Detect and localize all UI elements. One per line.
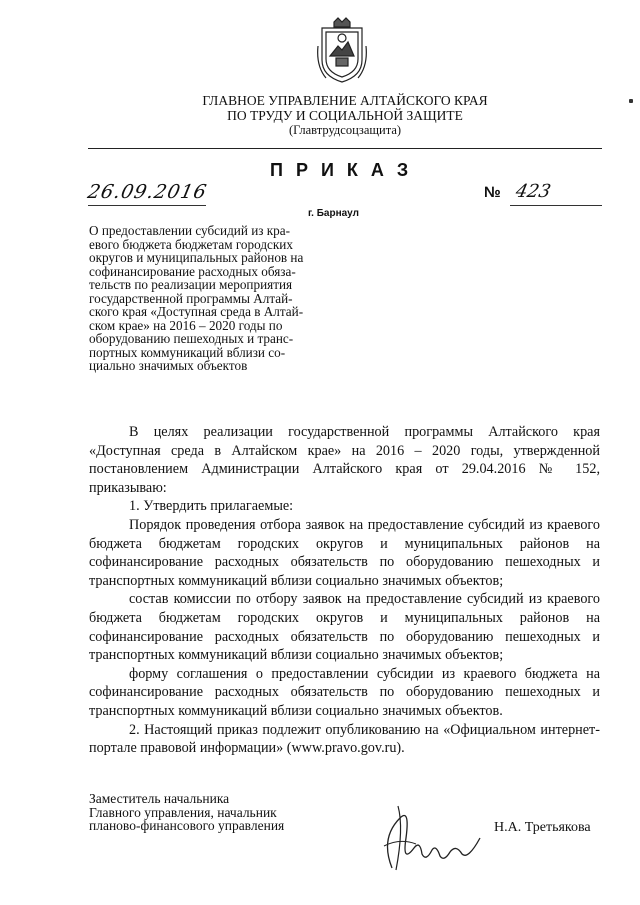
subject-line: ского края «Доступная среда в Алтай- xyxy=(89,304,304,319)
position-line: Главного управления, начальник xyxy=(89,804,277,820)
signatory-name: Н.А. Третьякова xyxy=(494,820,591,835)
order-city: г. Барнаул xyxy=(308,208,359,219)
number-underline xyxy=(510,205,602,206)
org-name-line1: ГЛАВНОЕ УПРАВЛЕНИЕ АЛТАЙСКОГО КРАЯ xyxy=(202,93,488,108)
date-underline xyxy=(88,205,206,206)
margin-mark xyxy=(629,99,633,103)
order-subject xyxy=(89,224,341,373)
body-paragraph-commission: состав комиссии по отбору заявок на предоставление субсидий из краевого бюджета бюджетам городских округов и муниципальных районов на софинансирование расходных обязательств по оборудованию пешеходных и транспортных коммуникаций вблизи социально значимых объектов; xyxy=(89,591,600,664)
body-paragraph-agreement: форму соглашения о предоставлении субсидии из краевого бюджета на софинансирование расходных обязательств по оборудованию пешеходных и транспортных коммуникаций вблизи социально значимых объектов. xyxy=(89,665,600,719)
subject-line: евого бюджета бюджетам городских xyxy=(89,236,293,252)
header-divider xyxy=(88,148,602,149)
subject-line: портных коммуникаций вблизи со- xyxy=(89,344,286,360)
body-paragraph-procedure: Порядок проведения отбора заявок на предоставление субсидий из краевого бюджета бюджетам городских округов и муниципальных районов на софинансирование расходных обязательств по оборудованию пешеходных и транспортных коммуникаций вблизи социально значимых объектов; xyxy=(89,516,600,589)
subject-line: софинансирование расходных обяза- xyxy=(89,263,296,279)
position-line: Заместитель начальника xyxy=(89,791,230,806)
subject-line: циально значимых объектов xyxy=(89,358,248,373)
body-paragraph-item2: 2. Настоящий приказ подлежит опубликованию на «Официальном интернет-портале правовой информации» (www.pravo.gov.ru). xyxy=(89,721,600,757)
signatory-position xyxy=(89,792,284,833)
order-date-handwritten: 26.09.2016 xyxy=(85,181,210,203)
subject-line: тельств по реализации мероприятия xyxy=(89,277,293,292)
subject-line: ском крае» на 2016 – 2020 годы по xyxy=(89,317,283,333)
order-number-handwritten: 423 xyxy=(513,181,553,202)
position-line: планово-финансового управления xyxy=(89,818,285,833)
subject-line: оборудованию пешеходных и транс- xyxy=(89,331,294,346)
org-short-name: (Главтрудсоцзащита) xyxy=(288,123,402,137)
subject-line: округов и муниципальных районов на xyxy=(89,250,304,265)
order-title: ПРИКАЗ xyxy=(270,160,422,180)
order-number-label: № xyxy=(484,184,501,201)
body-paragraph-preamble: В целях реализации государственной программы Алтайского края «Доступная среда в Алтайском крае» на 2016 – 2020 годы, утвержденной постановлением Администрации Алтайского края от 29.04.2016 № 152, приказываю: xyxy=(89,424,600,496)
subject-line: государственной программы Алтай- xyxy=(89,290,293,306)
subject-line: О предоставлении субсидий из кра- xyxy=(89,223,291,238)
handwritten-signature xyxy=(370,798,490,878)
org-name-line2: ПО ТРУДУ И СОЦИАЛЬНОЙ ЗАЩИТЕ xyxy=(227,108,463,123)
body-paragraph-item1: 1. Утвердить прилагаемые: xyxy=(129,498,294,515)
coat-of-arms-emblem-icon xyxy=(316,16,368,86)
order-body xyxy=(89,423,600,758)
